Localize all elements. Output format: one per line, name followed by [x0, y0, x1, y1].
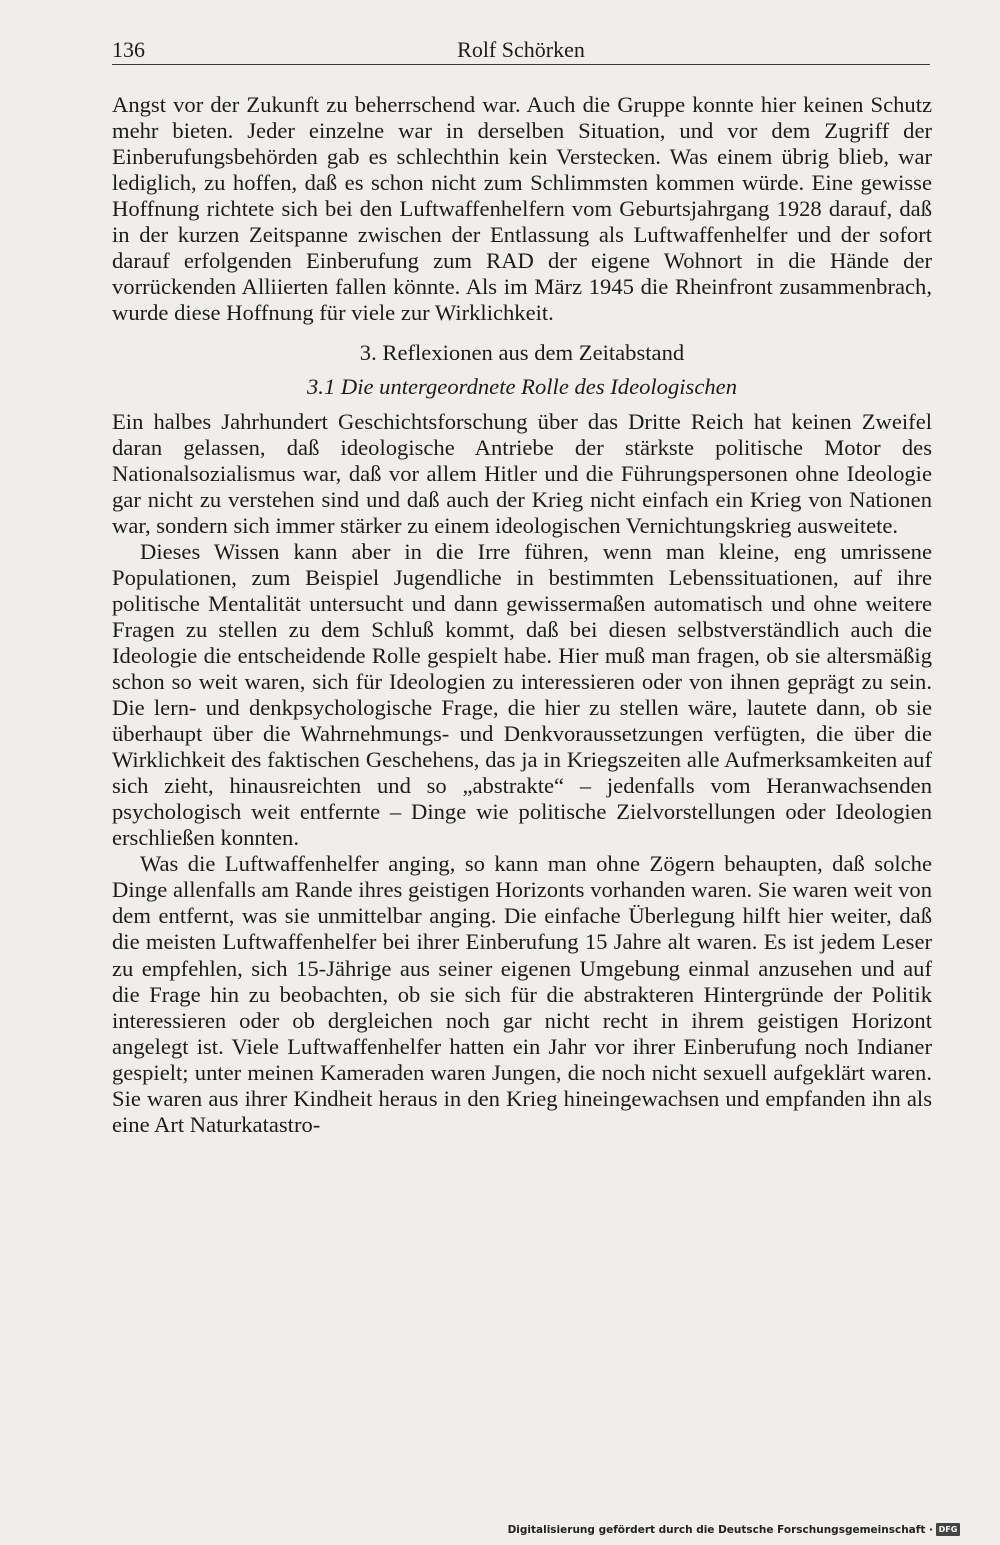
paragraph-ideology-research: Ein halbes Jahrhundert Geschichtsforschung über das Dritte Reich hat keinen Zweifel daran gelassen, daß ideologische Antriebe der stärkste politische Motor des Nationalsozialismus war, daß vor allem Hitler und die Führungspersonen ohne Ideologie gar nicht zu verstehen sind und daß auch der Krieg nicht einfach ein Krieg von Nationen war, sondern sich immer stärker zu einem ideologischen Vernichtungskrieg ausweitete.	[112, 408, 932, 538]
running-head-author: Rolf Schörken	[457, 37, 585, 62]
paragraph-continuation: Angst vor der Zukunft zu beherrschend war. Auch die Gruppe konnte hier keinen Schutz mehr bieten. Jeder einzelne war in derselben Situation, und vor dem Zugriff der Einberufungsbehörden gab es schlechthin kein Verstecken. Was einem übrig blieb, war lediglich, zu hoffen, daß es schon nicht zum Schlimmsten kommen würde. Eine gewisse Hoffnung richtete sich bei den Luftwaffenhelfern vom Geburtsjahrgang 1928 darauf, daß in der kurzen Zeitspanne zwischen der Entlassung als Luftwaffenhelfer und der sofort darauf erfolgenden Einberufung zum RAD der eigene Wohnort in die Hände der vorrückenden Alliierten fallen könnte. Als im März 1945 die Rheinfront zusammenbrach, wurde diese Hoffnung für viele zur Wirklichkeit.	[112, 92, 932, 326]
page-number: 136	[112, 37, 145, 62]
subsection-heading: 3.1 Die untergeordnete Rolle des Ideologischen	[307, 374, 737, 400]
body-text	[112, 92, 932, 1138]
paragraph-knowledge-misleading: Dieses Wissen kann aber in die Irre führen, wenn man kleine, eng umrissene Populationen, zum Beispiel Jugendliche in bestimmten Lebenssituationen, auf ihre politische Mentalität untersucht und dann gewissermaßen automatisch und ohne weitere Fragen zu stellen zu dem Schluß kommt, daß bei diesen selbstverständlich auch die Ideologie die entscheidende Rolle gespielt habe. Hier muß man fragen, ob sie altersmäßig schon so weit waren, sich für Ideologien zu interessieren oder von ihnen geprägt zu sein. Die lern- und denkpsychologische Frage, die hier zu stellen wäre, lautete dann, ob sie überhaupt über die Wahrnehmungs- und Denkvoraussetzungen verfügten, die über die Wirklichkeit des faktischen Geschehens, das ja in Kriegszeiten alle Aufmerksamkeiten auf sich zieht, hinausreichten und so „abstrakte“ – jedenfalls vom Heranwachsenden psychologisch weit entfernte – Dinge wie politische Zielvorstellungen oder Ideologien erschließen konnten.	[112, 538, 932, 851]
digitization-credit	[508, 1523, 960, 1536]
section-heading: 3. Reflexionen aus dem Zeitabstand	[359, 340, 685, 366]
paragraph-luftwaffenhelfer: Was die Luftwaffenhelfer anging, so kann man ohne Zögern behaupten, daß solche Dinge allenfalls am Rande ihres geistigen Horizonts vorhanden waren. Sie waren weit von dem entfernt, was sie unmittelbar anging. Die einfache Überlegung hilft hier weiter, daß die meisten Luftwaffenhelfer bei ihrer Einberufung 15 Jahre alt waren. Es ist jedem Leser zu empfehlen, sich 15-Jährige aus seiner eigenen Umgebung einmal anzusehen und auf die Frage hin zu beobachten, ob sie sich für die abstrakteren Hintergründe der Politik interessieren oder ob dergleichen noch gar nicht recht in ihrem geistigen Horizont angelegt ist. Viele Luftwaffenhelfer hatten ein Jahr vor ihrer Einberufung noch Indianer gespielt; unter meinen Kameraden waren Jungen, die noch nicht sexuell aufgeklärt waren. Sie waren aus ihrer Kindheit heraus in den Krieg hineingewachsen und empfanden ihn als eine Art Naturkatastro-	[112, 851, 932, 1137]
credit-text: Digitalisierung gefördert durch die Deutsche Forschungsgemeinschaft ·	[507, 1523, 933, 1536]
running-head	[112, 36, 930, 65]
dfg-logo-icon: DFG	[936, 1523, 960, 1536]
